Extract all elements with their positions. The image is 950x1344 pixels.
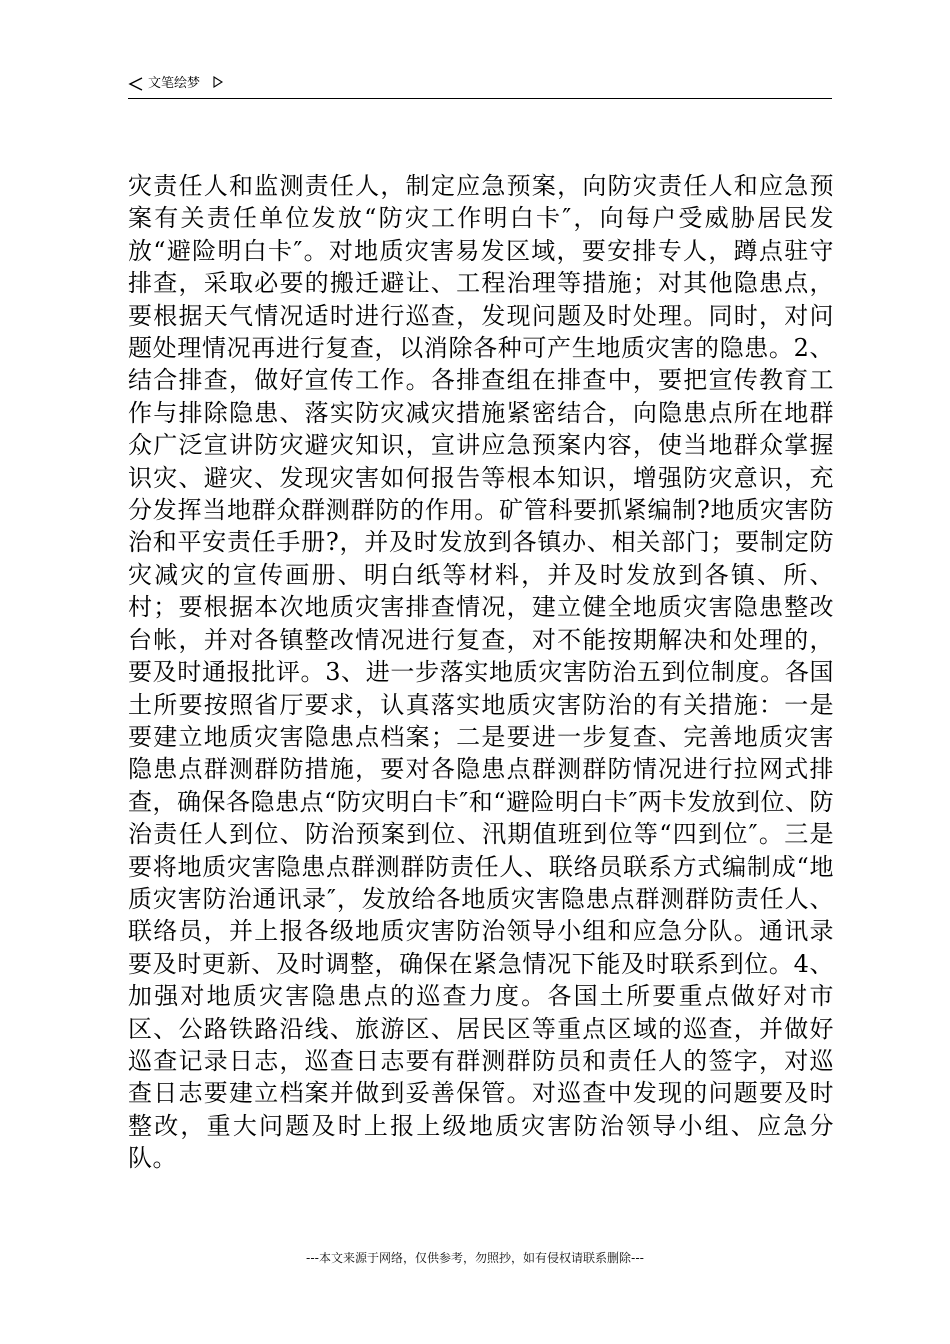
document-body-text: 灾责任人和监测责任人，制定应急预案，向防灾责任人和应急预案有关责任单位发放“防灾工作明白卡″，向每户受威胁居民发放“避险明白卡″。对地质灾害易发区域，要安排专人，蹲点驻守排查，采取必要的搬迁避让、工程治理等措施；对其他隐患点，要根据天气情况适时进行巡查，发现问题及时处理。同时，对问题处理情况再进行复查，以消除各种可产生地质灾害的隐患。2、结合排查，做好宣传工作。各排查组在排查中，要把宣传教育工作与排除隐患、落实防灾减灾措施紧密结合，向隐患点所在地群众广泛宣讲防灾避灾知识，宣讲应急预案内容，使当地群众掌握识灾、避灾、发现灾害如何报告等根本知识，增强防灾意识，充分发挥当地群众群测群防的作用。矿管科要抓紧编制?地质灾害防治和平安责任手册?，并及时发放到各镇办、相关部门；要制定防灾减灾的宣传画册、明白纸等材料，并及时发放到各镇、所、村；要根据本次地质灾害排查情况，建立健全地质灾害隐患整改台帐，并对各镇整改情况进行复查，对不能按期解决和处理的，要及时通报批评。3、进一步落实地质灾害防治五到位制度。各国土所要按照省厅要求，认真落实地质灾害防治的有关措施：一是要建立地质灾害隐患点档案；二是要进一步复查、完善地质灾害隐患点群测群防措施，要对各隐患点群测群防情况进行拉网式排查，确保各隐患点“防灾明白卡″和“避险明白卡″两卡发放到位、防治责任人到位、防治预案到位、汛期值班到位等“四到位″。三是要将地质灾害隐患点群测群防责任人、联络员联系方式编制成“地质灾害防治通讯录″，发放给各地质灾害隐患点群测群防责任人、联络员，并上报各级地质灾害防治领导小组和应急分队。通讯录要及时更新、及时调整，确保在紧急情况下能及时联系到位。4、加强对地质灾害隐患点的巡查力度。各国土所要重点做好对市区、公路铁路沿线、旅游区、居民区等重点区域的巡查，并做好巡查记录日志，巡查日志要有群测群防员和责任人的签字，对巡查日志要建立档案并做到妥善保管。对巡查中发现的问题要及时整改，重大问题及时上报上级地质灾害防治领导小组、应急分队。 <box>128 172 834 1173</box>
right-triangle-icon <box>213 76 223 88</box>
page-header <box>128 74 832 99</box>
left-triangle-icon <box>128 76 144 92</box>
header-title: 文笔绘梦 <box>148 76 201 91</box>
footer-disclaimer: ---本文来源于网络，仅供参考，勿照抄，如有侵权请联系删除--- <box>306 1251 644 1265</box>
